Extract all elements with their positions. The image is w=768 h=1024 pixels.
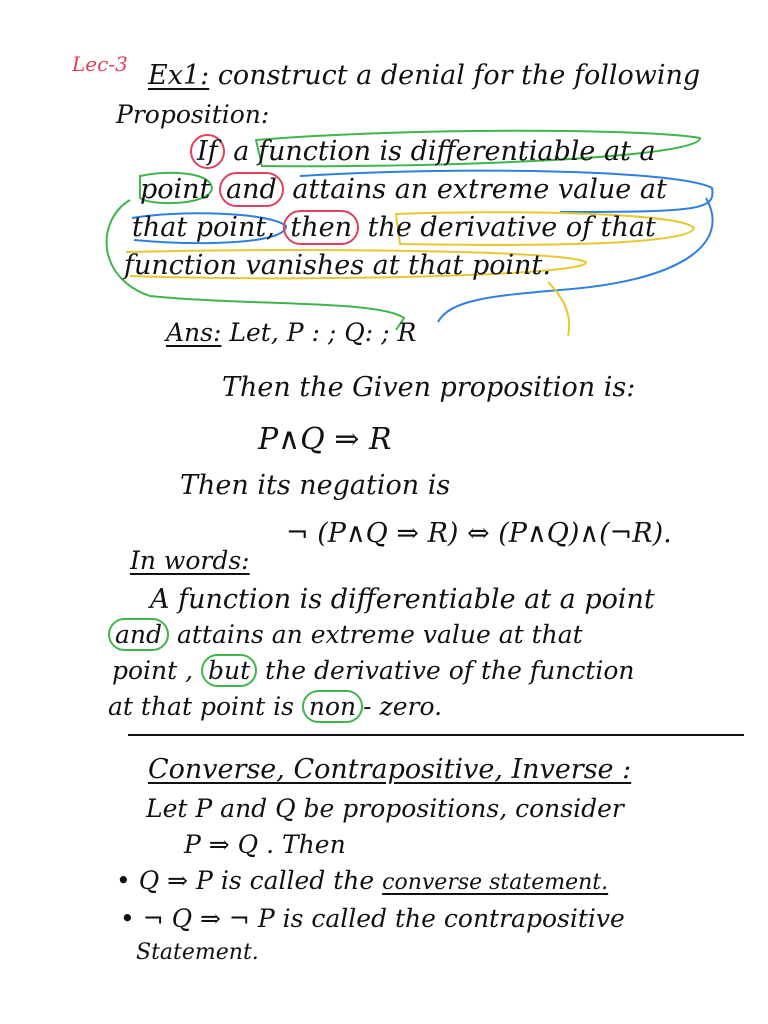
bullet-dot: • <box>120 904 135 933</box>
example-heading <box>148 60 700 91</box>
hyp1-line1: a function is differentiable at a <box>233 136 656 167</box>
period: . <box>542 250 551 281</box>
proposition-line-3 <box>132 212 656 243</box>
hyp2-line1: attains an extreme value at <box>292 174 667 205</box>
section2-line-2: P ⇒ Q . Then <box>184 830 346 859</box>
in-words-line-3b: the derivative of the function <box>265 656 635 685</box>
if-keyword: If <box>190 134 225 169</box>
but-word: but <box>201 654 257 687</box>
proposition-line-1 <box>190 136 656 167</box>
in-words-line-2 <box>108 620 583 649</box>
in-words-heading: In words: <box>130 546 250 575</box>
in-words-line-4 <box>108 692 442 721</box>
let-line: Let, P : ; Q: ; R <box>229 318 417 347</box>
bullet1-term: converse statement. <box>382 870 609 895</box>
in-words-line-2-text: attains an extreme value at that <box>176 620 583 649</box>
example-text: construct a denial for the following <box>217 60 701 91</box>
divider <box>128 734 744 736</box>
bullet-dot: • <box>116 866 131 895</box>
then-keyword: then <box>283 210 359 245</box>
bullet2-text: ¬ Q ⇒ ¬ P is called the contrapositive <box>142 904 625 933</box>
formula: P∧Q ⇒ R <box>258 422 392 457</box>
hyp1-line2: point <box>140 174 211 205</box>
in-words-line-3a: point , <box>112 656 194 685</box>
proposition-line-2 <box>140 174 667 205</box>
answer-label: Ans: <box>166 318 222 347</box>
concl-line1: the derivative of that <box>367 212 656 243</box>
in-words-line-3 <box>112 656 635 685</box>
and-word: and <box>108 618 169 651</box>
given-line: Then the Given proposition is: <box>222 372 636 403</box>
negation-line: Then its negation is <box>180 470 451 501</box>
concl-line2: function vanishes at that point <box>124 250 543 281</box>
bullet1-text: is called the <box>220 866 375 895</box>
in-words-line-4b: - zero. <box>363 692 443 721</box>
and-keyword: and <box>219 172 284 207</box>
proposition-line-4 <box>124 250 551 281</box>
hyp2-line2: that point <box>132 212 267 243</box>
section2-heading: Converse, Contrapositive, Inverse : <box>148 754 632 785</box>
example-label: Ex1: <box>148 60 210 91</box>
example-text-cont: Proposition: <box>116 100 270 129</box>
bullet-converse <box>116 866 608 895</box>
in-words-line-4a: at that point is <box>108 692 294 721</box>
bullet2-cont: Statement. <box>136 940 259 965</box>
comma: , <box>266 212 275 243</box>
bullet-contrapositive <box>120 904 625 933</box>
non-word: non <box>302 690 363 723</box>
lecture-tag: Lec-3 <box>72 52 128 76</box>
answer-line <box>166 318 416 347</box>
bullet1-formula: Q ⇒ P <box>138 866 213 895</box>
in-words-line-1: A function is differentiable at a point <box>150 584 655 615</box>
section2-line-1: Let P and Q be propositions, consider <box>146 794 624 823</box>
negation-formula: ¬ (P∧Q ⇒ R) ⇔ (P∧Q)∧(¬R). <box>286 518 672 549</box>
